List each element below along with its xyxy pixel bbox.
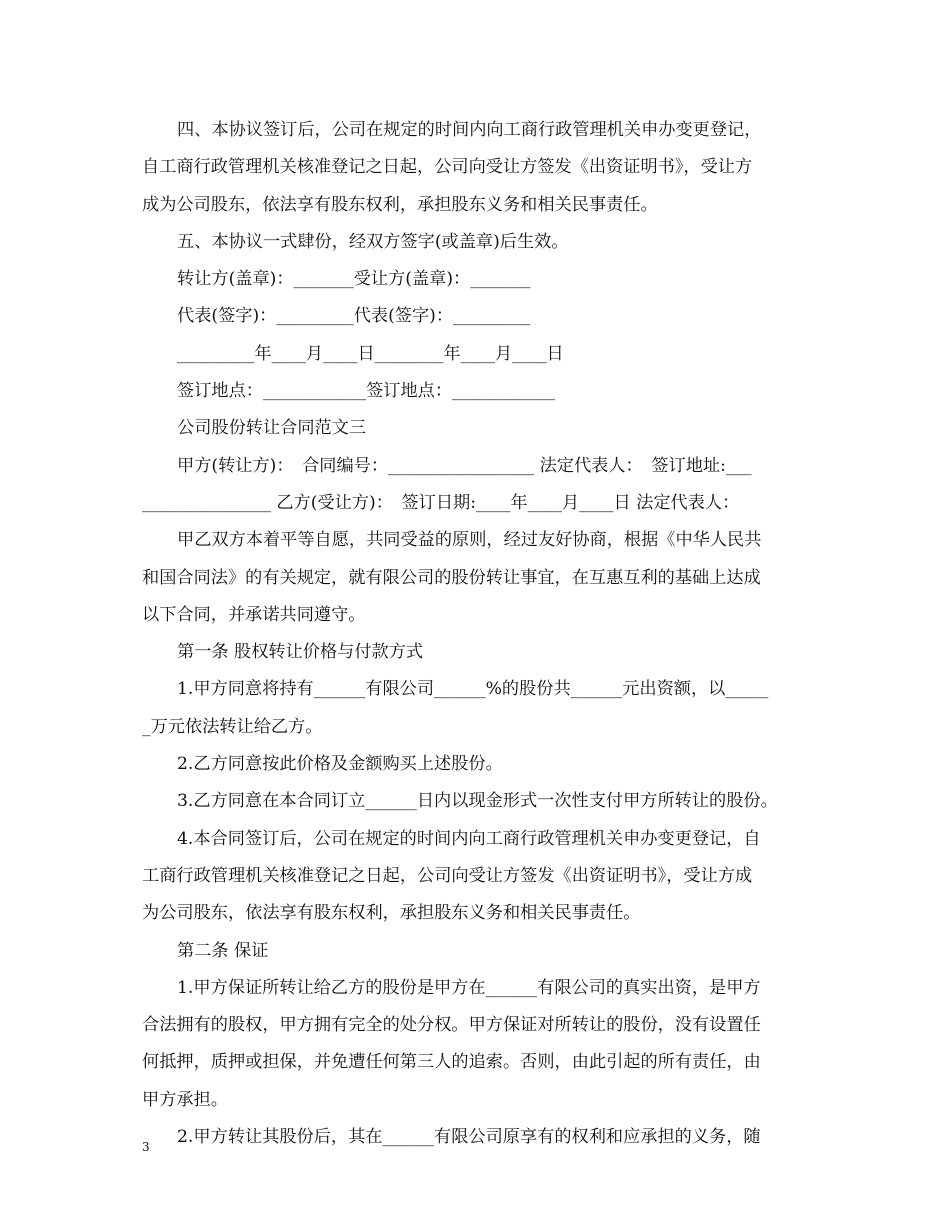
text-line: 甲方承担。 <box>142 1089 228 1110</box>
text-line: 和国合同法》的有关规定，就有限公司的股份转让事宜，在互惠互利的基础上达成 <box>142 567 761 588</box>
text-line: 第二条 保证 <box>177 940 269 961</box>
text-line: 签订地点：____________签订地点：____________ <box>177 381 556 402</box>
text-line: 第一条 股权转让价格与付款方式 <box>177 642 424 663</box>
text-line: 自工商行政管理机关核准登记之日起，公司向受让方签发《出资证明书》，受让方 <box>142 157 753 178</box>
text-line: 以下合同，并承诺共同遵守。 <box>142 604 366 625</box>
text-line: 为公司股东，依法享有股东权利，承担股东义务和相关民事责任。 <box>142 903 641 924</box>
document-body <box>142 112 832 1156</box>
text-line: _______________ 乙方(受让方)： 签订日期:____年____月____日 法定代表人： <box>142 492 740 513</box>
text-line: 工商行政管理机关核准登记之日起，公司向受让方签发《出资证明书》，受让方成 <box>142 865 753 886</box>
text-line: 何抵押，质押或担保，并免遭任何第三人的追索。否则，由此引起的所有责任，由 <box>142 1052 761 1073</box>
text-line: 合法拥有的股权，甲方拥有完全的处分权。甲方保证对所转让的股份，没有设置任 <box>142 1015 761 1036</box>
text-line: _________年____月____日________年____月____日 <box>177 343 564 364</box>
text-line: 成为公司股东，依法享有股东权利，承担股东义务和相关民事责任。 <box>142 194 658 215</box>
text-line: 五、本协议一式肆份，经双方签字(或盖章)后生效。 <box>177 231 569 252</box>
text-line: 1.甲方保证所转让给乙方的股份是甲方在______有限公司的真实出资，是甲方 <box>177 977 761 998</box>
text-line: 公司股份转让合同范文三 <box>177 418 367 439</box>
text-line: 1.甲方同意将持有______有限公司______%的股份共______元出资额，以_____ <box>177 679 769 700</box>
text-line: 甲乙双方本着平等自愿，共同受益的原则，经过友好协商，根据《中华人民共 <box>177 530 762 551</box>
text-line: 代表(签字)：_________代表(签字)：_________ <box>177 306 531 327</box>
text-line: 2.乙方同意按此价格及金额购买上述股份。 <box>177 754 503 775</box>
text-line: 3.乙方同意在本合同订立______日内以现金形式一次性支付甲方所转让的股份。 <box>177 791 778 812</box>
text-line: 2.甲方转让其股份后，其在______有限公司原享有的权利和应承担的义务，随 <box>177 1127 761 1148</box>
page-number: 3 <box>142 1140 150 1154</box>
text-line: 转让方(盖章)：_______受让方(盖章)：_______ <box>177 269 531 290</box>
text-line: _万元依法转让给乙方。 <box>142 716 323 737</box>
text-line: 四、本协议签订后，公司在规定的时间内向工商行政管理机关申办变更登记， <box>177 120 762 140</box>
text-line: 4.本合同签订后，公司在规定的时间内向工商行政管理机关申办变更登记，自 <box>177 828 761 849</box>
text-line: 甲方(转让方)： 合同编号：_________________ 法定代表人： 签订地址:___ <box>177 455 752 476</box>
